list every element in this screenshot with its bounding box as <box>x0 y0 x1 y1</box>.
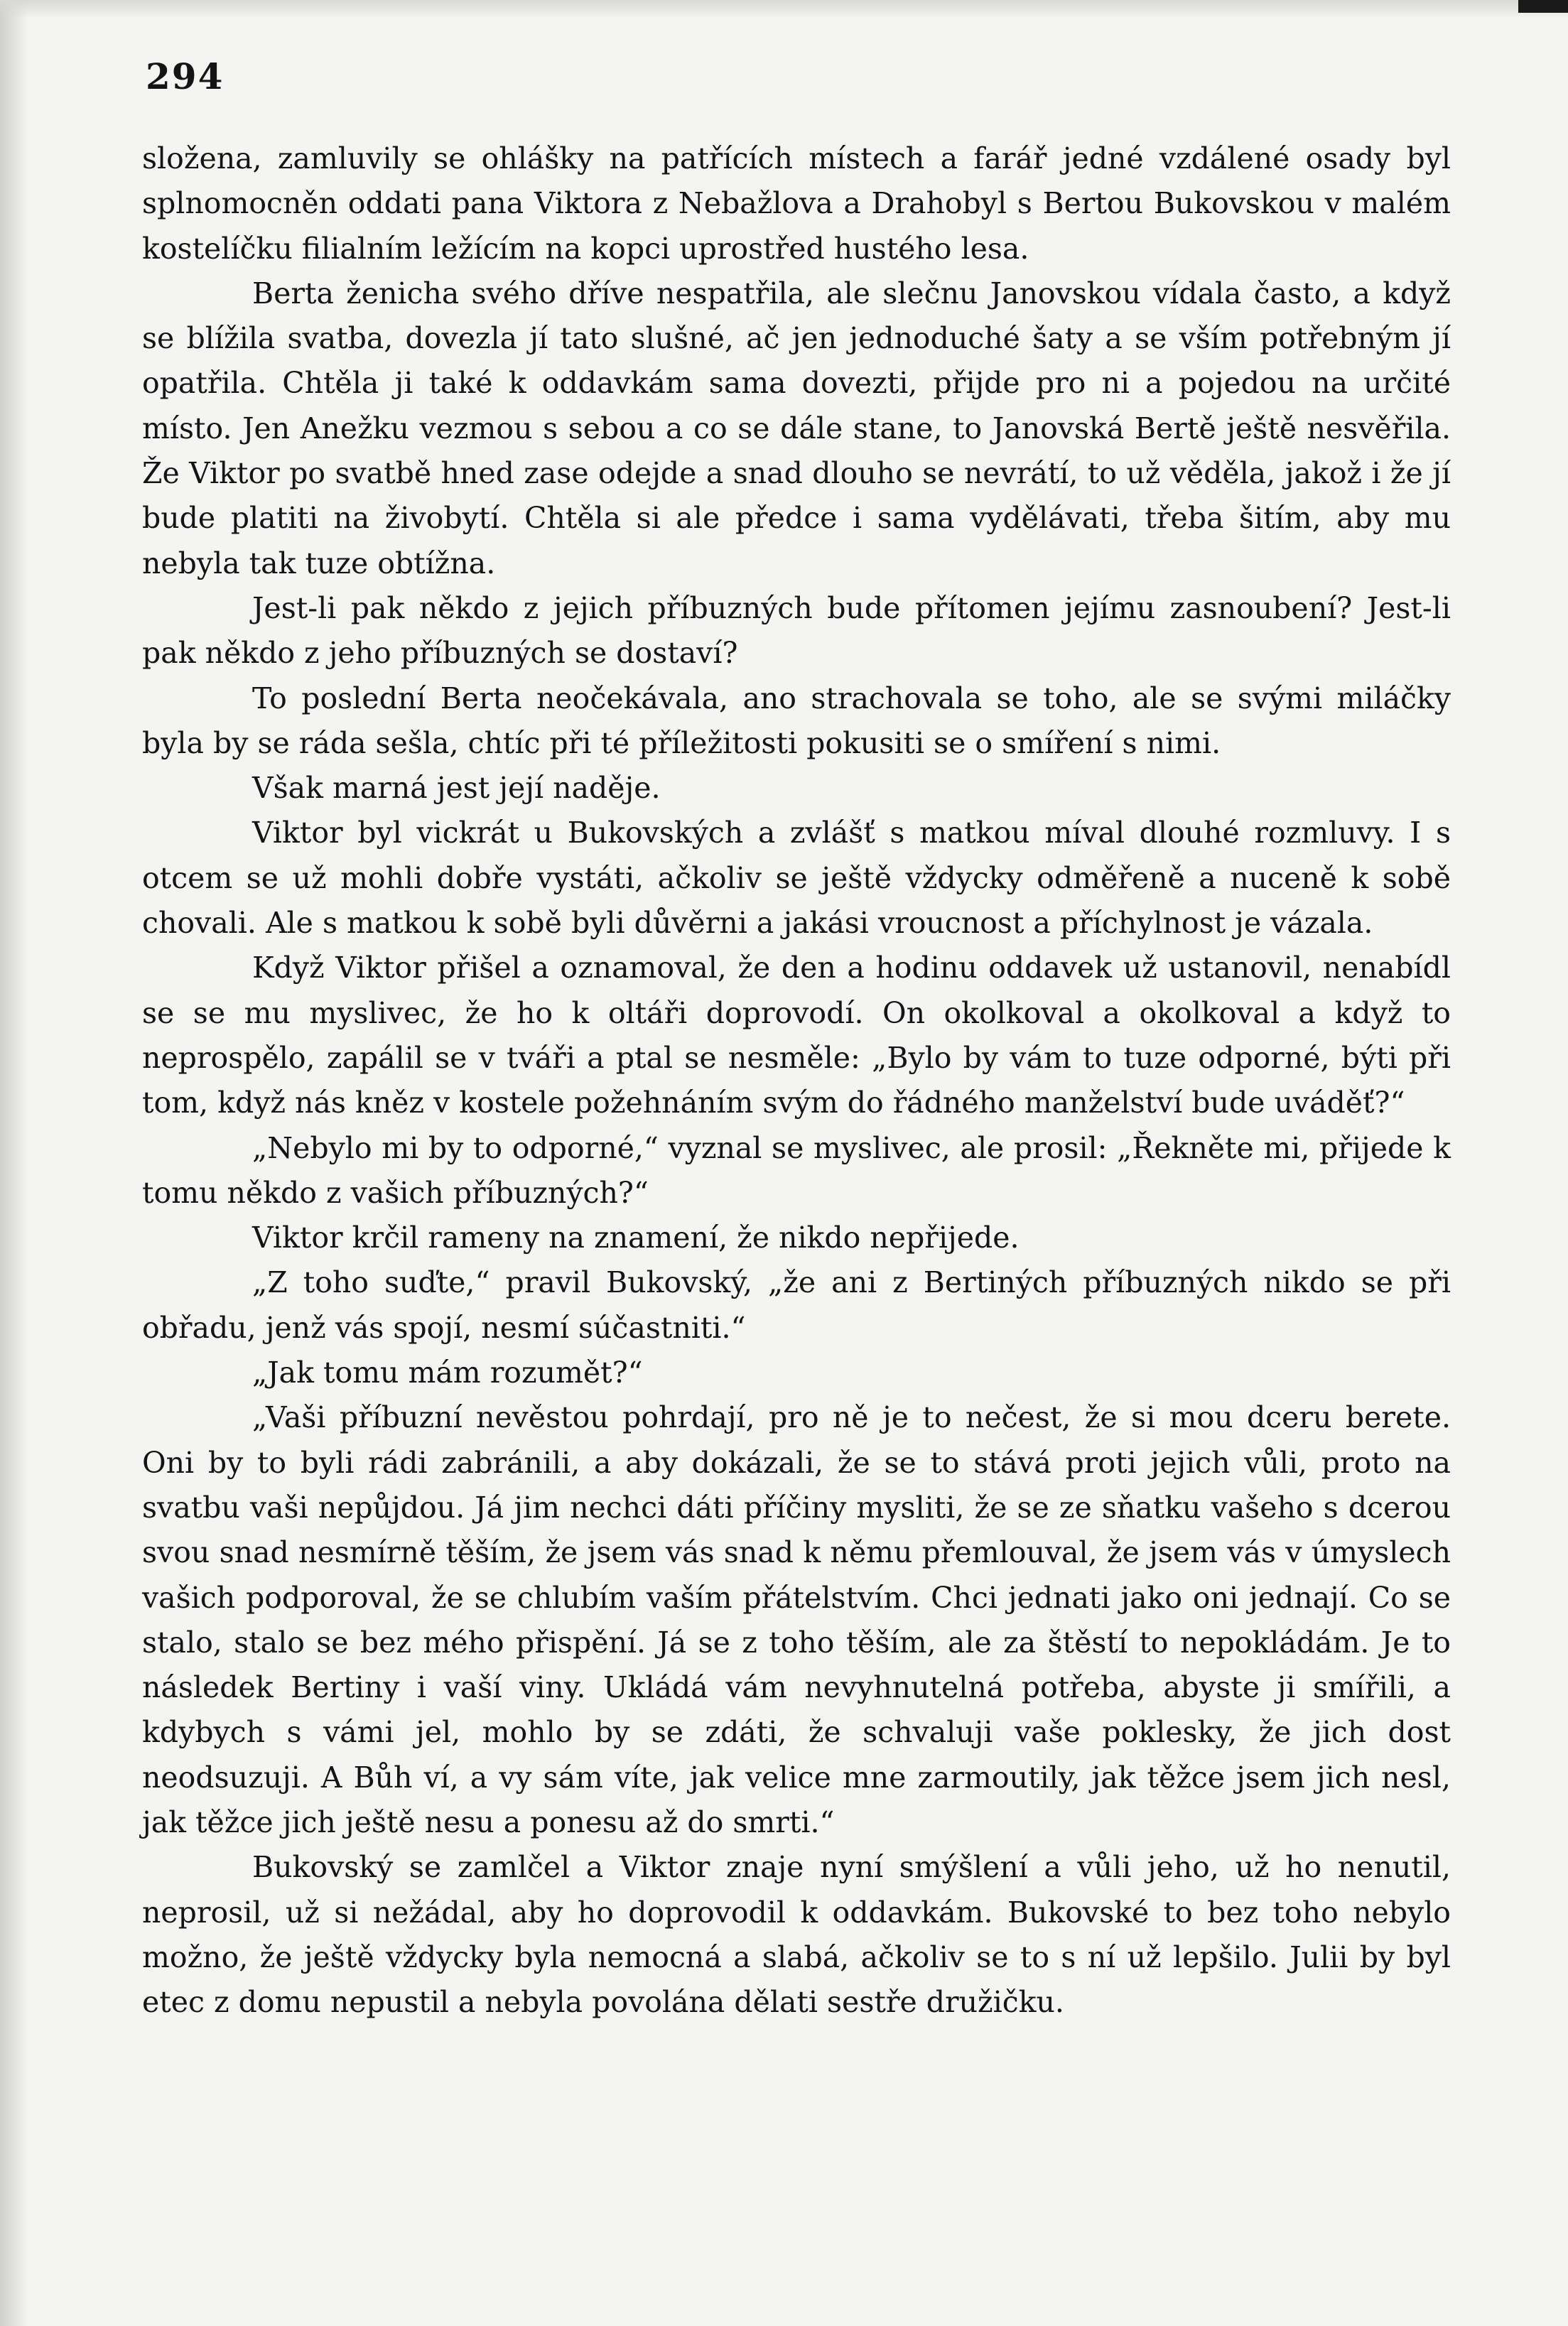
paragraph: „Z toho suďte,“ pravil Bukovský, „že ani z Bertiných příbuzných nikdo se při obřadu, jenž vás spojí, nesmí súčastniti.“ <box>142 1265 1451 1345</box>
paragraph: Berta ženicha svého dříve nespatřila, ale slečnu Janovskou vídala často, a když se blížila svatba, dovezla jí tato slušné, ač jen jednoduché šaty a se vším potřebným jí opatřila. Chtěla ji také k oddavkám sama dovezti, přijde pro ni a pojedou na určité místo. Jen Anežku vezmou s sebou a co se dále stane, to Janovská Bertě ještě nesvěřila. Že Viktor po svatbě hned zase odejde a snad dlouho se nevrátí, to už věděla, jakož i že jí bude platiti na živobytí. Chtěla si ale předce i sama vydělávati, třeba šitím, aby mu nebyla tak tuze obtížna. <box>142 276 1451 580</box>
paragraph: Jest-li pak někdo z jejich příbuzných bude přítomen jejímu zasnoubení? Jest-li pak někdo z jeho příbuzných se dostaví? <box>142 590 1451 671</box>
paragraph: „Nebylo mi by to odporné,“ vyznal se myslivec, ale prosil: „Řekněte mi, přijede k tomu někdo z vašich příbuzných?“ <box>142 1130 1451 1210</box>
paragraph: složena, zamluvily se ohlášky na patřících místech a farář jedné vzdálené osady byl splnomocněn oddati pana Viktora z Nebažlova a Drahobyl s Bertou Bukovskou v malém kostelíčku filialním ležícím na kopci uprostřed hustého lesa. <box>142 141 1451 266</box>
scan-edge <box>0 0 1568 18</box>
scan-corner-mark <box>1518 0 1568 13</box>
paragraph: Viktor byl vickrát u Bukovských a zvlášť s matkou míval dlouhé rozmluvy. I s otcem se už mohli dobře vystáti, ačkoliv se ještě vždycky odměřeně a nuceně k sobě chovali. Ale s matkou k sobě byli důvěrni a jakási vroucnost a příchylnost je vázala. <box>142 816 1451 941</box>
paragraph: To poslední Berta neočekávala, ano strachovala se toho, ale se svými miláčky byla by se ráda sešla, chtíc při té příležitosti pokusiti se o smíření s nimi. <box>142 681 1451 760</box>
scan-shadow <box>0 0 28 2326</box>
paragraph: Však marná jest její naděje. <box>252 771 661 806</box>
page-number: 294 <box>146 55 225 97</box>
paragraph: Bukovský se zamlčel a Viktor znaje nyní smýšlení a vůli jeho, už ho nenutil, neprosil, už si nežádal, aby ho doprovodil k oddavkám. Bukovské to bez toho nebylo možno, že ještě vždycky byla nemocná a slabá, ačkoliv se to s ní už lepšilo. Julii by byl etec z domu nepustil a nebyla povolána dělati sestře družičku. <box>142 1850 1451 2020</box>
paragraph: „Vaši příbuzní nevěstou pohrdají, pro ně je to nečest, že si mou dceru berete. Oni by to byli rádi zabránili, a aby dokázali, že se to stává proti jejich vůli, proto na svatbu vaši nepůjdou. Já jim nechci dáti příčiny mysliti, že se ze sňatku vašeho s dcerou svou snad nesmírně těším, že jsem vás snad k němu přemlouval, že jsem vás v úmyslech vašich podporoval, že se chlubím vaším přátelstvím. Chci jednati jako oni jednají. Co se stalo, stalo se bez mého přispění. Já se z toho těším, ale za štěstí to nepokládám. Je to následek Bertiny i vaší viny. Ukládá vám nevyhnutelná potřeba, abyste ji smířili, a kdybych s vámi jel, mohlo by se zdáti, že schvaluji vaše poklesky, že jich dost neodsuzuji. A Bůh ví, a vy sám víte, jak velice mne zarmoutily, jak těžce jsem jich nesl, jak těžce jich ještě nesu a ponesu až do smrti.“ <box>142 1400 1451 1839</box>
paragraph: Viktor krčil rameny na znamení, že nikdo nepřijede. <box>252 1221 1020 1255</box>
paragraph: „Jak tomu mám rozumět?“ <box>252 1356 643 1390</box>
paragraph: Když Viktor přišel a oznamoval, že den a hodinu oddavek už ustanovil, nenabídl se se mu myslivec, že ho k oltáři doprovodí. On okolkoval a okolkoval a když to neprospělo, zapálil se v tváři a ptal se nesměle: „Bylo by vám to tuze odporné, býti při tom, když nás kněz v kostele požehnáním svým do řádného manželství bude uváděť?“ <box>142 951 1451 1120</box>
body-text <box>142 136 1451 2025</box>
